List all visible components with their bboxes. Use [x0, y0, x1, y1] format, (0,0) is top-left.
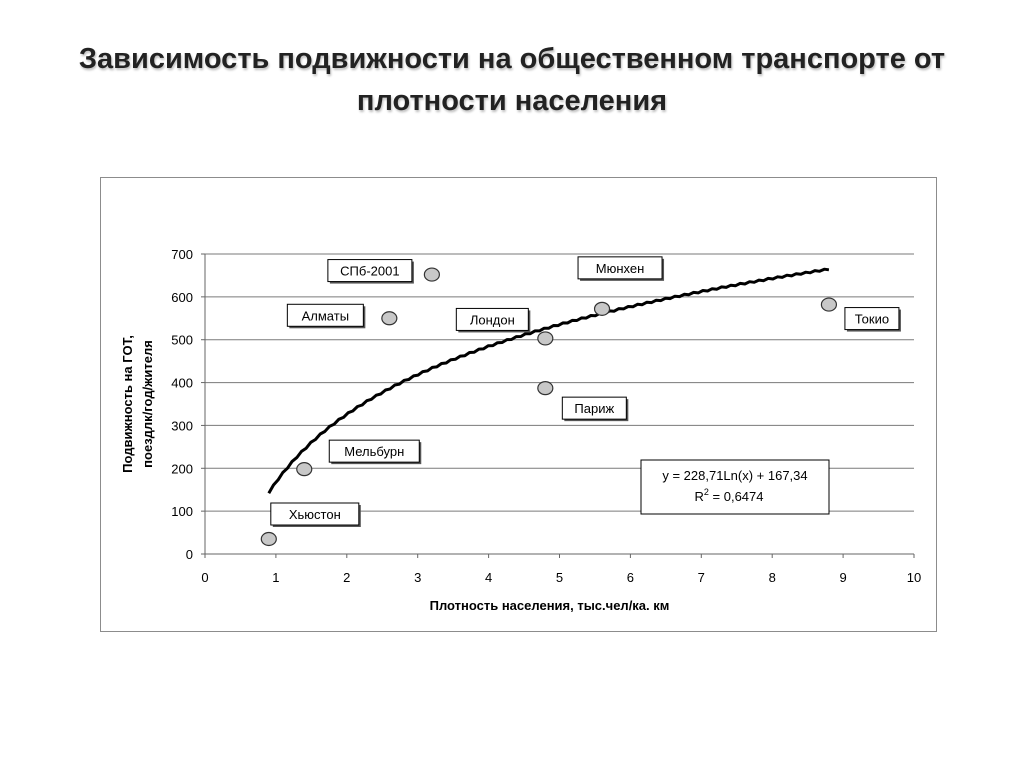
- data-point: [261, 533, 276, 546]
- data-point: [538, 382, 553, 395]
- title-line-1: Зависимость подвижности на общественном транспорте от: [78, 43, 946, 75]
- x-tick-label: 4: [484, 570, 493, 585]
- title-line-2: плотности населения: [356, 85, 668, 117]
- x-axis-title: Плотность населения, тыс.чел/ка. км: [429, 598, 670, 613]
- point-label: СПб-2001: [340, 263, 400, 279]
- trendline-equation: y = 228,71Ln(x) + 167,34: [662, 468, 808, 483]
- y-tick-label: 200: [171, 461, 193, 477]
- point-label: Париж: [574, 401, 615, 417]
- x-tick-label: 0: [201, 570, 209, 585]
- y-tick-label: 400: [171, 375, 193, 391]
- x-tick-label: 3: [414, 570, 422, 585]
- y-tick-label: 100: [171, 504, 193, 520]
- x-tick-label: 10: [906, 570, 922, 585]
- y-axis-title-line-2: поездлк/год/жителя: [140, 340, 155, 468]
- chart-frame: [100, 177, 937, 632]
- data-point: [424, 268, 439, 281]
- data-point: [538, 332, 553, 345]
- data-point: [821, 298, 836, 311]
- data-point: [382, 312, 397, 325]
- x-tick-label: 5: [555, 570, 564, 585]
- point-label: Мюнхен: [595, 260, 645, 276]
- point-label: Токио: [854, 311, 890, 327]
- scatter-chart: [101, 178, 938, 633]
- point-label: Алматы: [301, 308, 350, 324]
- r-squared-label: $R^2 = 0,6474$: [694, 487, 764, 504]
- x-tick-label: 7: [697, 570, 705, 585]
- x-tick-label: 8: [768, 570, 776, 585]
- slide-title: [0, 38, 1024, 122]
- y-tick-label: 500: [171, 332, 193, 348]
- point-label: Хьюстон: [288, 507, 341, 522]
- y-tick-label: 0: [185, 547, 193, 562]
- x-tick-label: 1: [272, 570, 280, 585]
- x-tick-label: 2: [343, 570, 351, 585]
- x-tick-label: 6: [626, 570, 635, 585]
- data-point: [595, 302, 610, 315]
- point-label: Лондон: [469, 312, 515, 328]
- y-tick-label: 300: [171, 418, 193, 434]
- y-tick-label: 600: [171, 289, 193, 305]
- data-point: [297, 463, 312, 476]
- x-tick-label: 9: [839, 570, 847, 585]
- y-tick-label: 700: [171, 247, 193, 262]
- y-axis-title-line-1: Подвижность на ГОТ,: [120, 335, 135, 473]
- point-label: Мельбурн: [344, 444, 405, 460]
